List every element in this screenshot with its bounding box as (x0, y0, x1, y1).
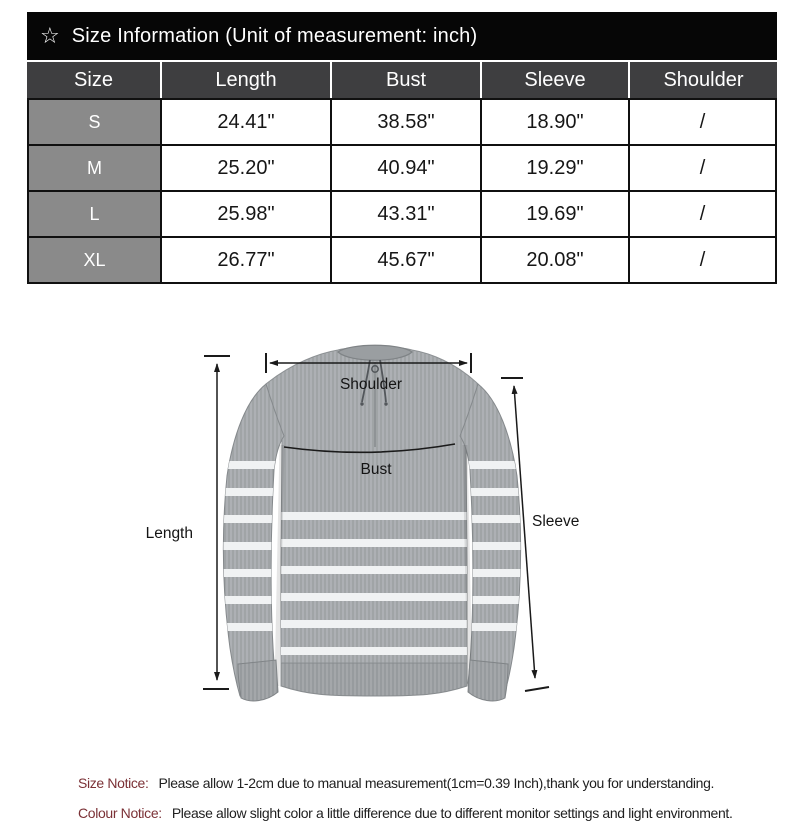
table-header-row (27, 62, 777, 98)
shoulder-cell: / (630, 146, 775, 190)
size-table (27, 62, 777, 284)
column-header-size: Size (27, 62, 160, 98)
length-cell: 25.20" (162, 146, 330, 190)
column-header-length: Length (162, 62, 330, 98)
size-cell: XL (29, 238, 160, 282)
shoulder-cell: / (630, 192, 775, 236)
length-cell: 25.98" (162, 192, 330, 236)
size-cell: S (29, 100, 160, 144)
sleeve-cell: 20.08" (482, 238, 628, 282)
shoulder-cell: / (630, 100, 775, 144)
colour-notice-text: Please allow slight color a little difference due to different monitor settings and light environment. (171, 805, 733, 821)
size-cell: M (29, 146, 160, 190)
length-label: Length (145, 525, 193, 542)
table-row-m (27, 146, 777, 190)
shoulder-cell: / (630, 238, 775, 282)
length-cell: 24.41" (162, 100, 330, 144)
sleeve-cell: 19.29" (482, 146, 628, 190)
colour-notice-label: Colour Notice: (78, 805, 162, 821)
sweater-illustration (200, 345, 540, 701)
bust-cell: 40.94" (332, 146, 480, 190)
column-header-bust: Bust (332, 62, 480, 98)
sleeve-cell: 19.69" (482, 192, 628, 236)
size-notice-text: Please allow 1-2cm due to manual measurement(1cm=0.39 Inch),thank you for understanding. (158, 775, 715, 791)
size-notice-label: Size Notice: (78, 775, 149, 791)
size-cell: L (29, 192, 160, 236)
size-notice (78, 775, 714, 791)
bust-label: Bust (360, 461, 392, 478)
bust-cell: 38.58" (332, 100, 480, 144)
sweater-measurement-diagram (0, 320, 800, 760)
sleeve-cell: 18.90" (482, 100, 628, 144)
table-bottom-border (27, 282, 777, 284)
column-header-shoulder: Shoulder (630, 62, 777, 98)
table-row-s (27, 100, 777, 144)
column-header-sleeve: Sleeve (482, 62, 628, 98)
sleeve-label: Sleeve (532, 513, 580, 530)
table-row-l (27, 192, 777, 236)
shoulder-label: Shoulder (339, 376, 403, 393)
bust-cell: 43.31" (332, 192, 480, 236)
title-bar (27, 12, 777, 60)
colour-notice (78, 805, 733, 821)
length-cell: 26.77" (162, 238, 330, 282)
page-title: Size Information (Unit of measurement: inch) (71, 24, 478, 47)
table-row-xl (27, 238, 777, 282)
bust-cell: 45.67" (332, 238, 480, 282)
star-icon: ☆ (40, 23, 60, 48)
